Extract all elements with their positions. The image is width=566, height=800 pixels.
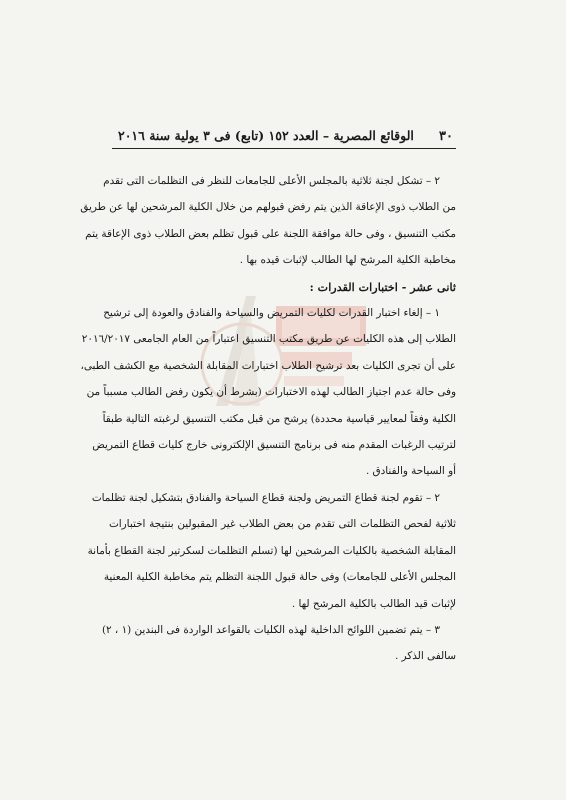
body-line-9: وفى حالة عدم اجتياز الطالب لهذه الاختبارات (بشرط أن يكون رفض الطالب مسبباً من	[86, 386, 456, 399]
document-body	[80, 168, 456, 670]
body-line-14: ثلاثية لفحص التظلمات التى تقدم من بعض الطلاب غير المقبولين بنتيجة اختبارات	[109, 518, 456, 531]
body-line-18: ٣ – يتم تضمين اللوائح الداخلية لهذه الكليات بالقواعد الواردة فى البندين (١ ، ٢)	[101, 623, 440, 636]
body-line-6: ١ – إلغاء اختبار القدرات لكليات التمريض والسياحة والفنادق والعودة إلى ترشيح	[103, 307, 440, 320]
body-line-17: لإثبات قيد الطالب بالكلية المرشح لها .	[291, 597, 456, 610]
header-rule	[112, 148, 456, 149]
body-line-13: ٢ – تقوم لجنة قطاع التمريض ولجنة قطاع السياحة والفنادق بتشكيل لجنة تظلمات	[91, 491, 440, 504]
body-line-19: سالفى الذكر .	[394, 650, 456, 663]
body-line-12: أو السياحة والفنادق .	[365, 465, 456, 478]
section-heading: ثانى عشر - اختبارات القدرات :	[309, 279, 456, 294]
body-line-7: الطلاب إلى هذه الكليات عن طريق مكتب التنسيق اعتباراً من العام الجامعى ٢٠١٦/٢٠١٧	[81, 333, 456, 346]
page-header	[118, 128, 453, 144]
body-line-2: من الطلاب ذوى الإعاقة الذين يتم رفض قبولهم من خلال الكلية المرشحين لها عن طريق	[80, 201, 456, 214]
body-line-15: المقابلة الشخصية بالكليات المرشحين لها (تسلم التظلمات لسكرتير لجنة القطاع بأمانة	[87, 544, 456, 557]
body-line-8: على أن تجرى الكليات بعد ترشيح الطلاب اختبارات المقابلة الشخصية مع الكشف الطبى،	[80, 359, 456, 372]
body-line-1: ٢ – تشكل لجنة ثلاثية بالمجلس الأعلى للجامعات للنظر فى التظلمات التى تقدم	[103, 175, 440, 187]
body-line-16: المجلس الأعلى للجامعات) وفى حالة قبول اللجنة التظلم يتم مخاطبة الكلية المعنية	[103, 571, 456, 584]
body-line-3: مكتب التنسيق ، وفى حالة موافقة اللجنة على قبول تظلم بعض الطلاب ذوى الإعاقة يتم	[85, 227, 456, 240]
gazette-header-title: الوقائع المصرية – العدد ١٥٢ (تابع) فى ٣ يولية سنة ٢٠١٦	[118, 128, 414, 143]
body-line-11: لترتيب الرغبات المقدم منه فى برنامج التنسيق الإلكترونى خارج كليات قطاع التمريض	[92, 439, 456, 452]
body-line-10: الكلية وفقاً لمعايير قياسية محددة) يرشح من قبل مكتب التنسيق لرغبته التالية طبقاً	[102, 412, 456, 425]
page-number: ٣٠	[439, 129, 453, 144]
body-line-4: مخاطبة الكلية المرشح لها الطالب لإثبات قيده بها .	[239, 254, 456, 267]
